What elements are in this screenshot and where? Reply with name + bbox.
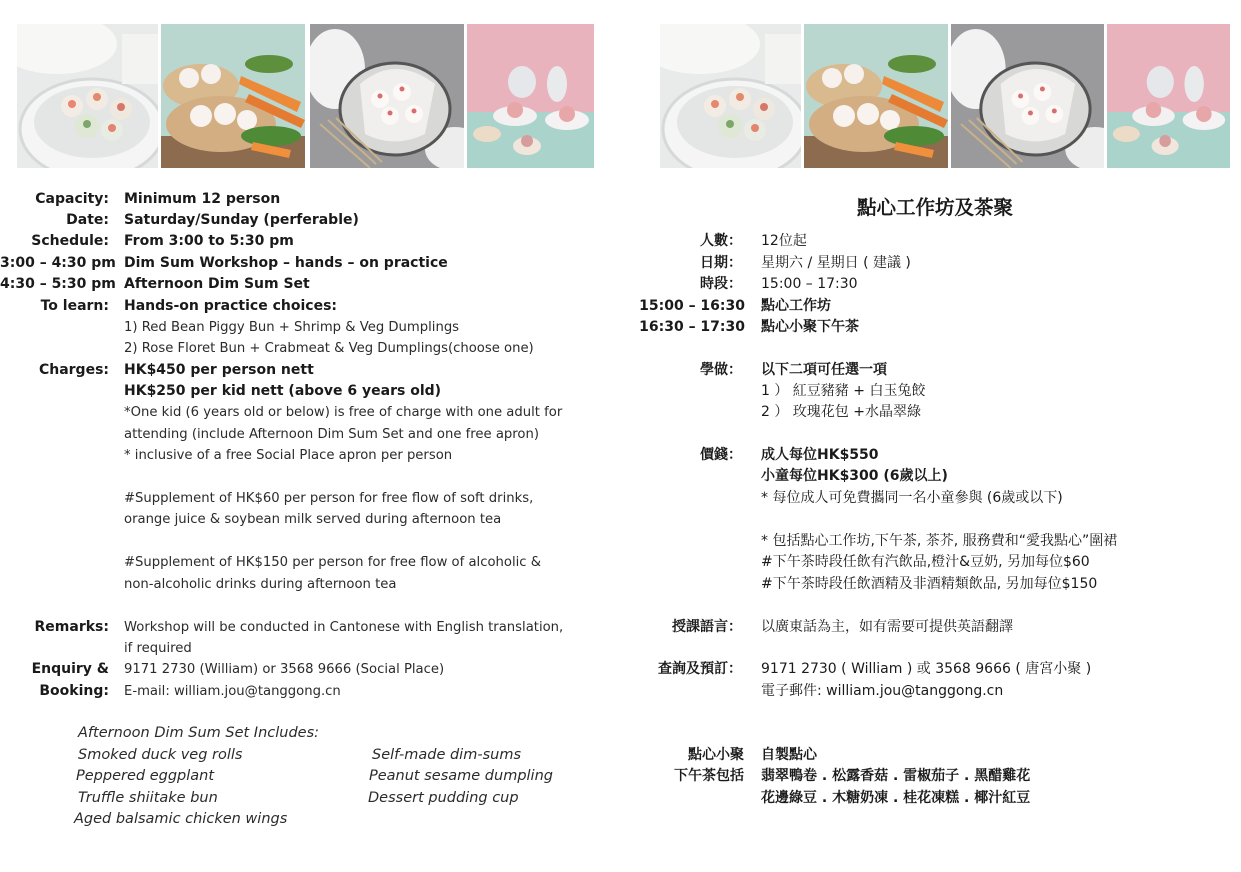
capacity-value: Minimum 12 person xyxy=(124,191,281,207)
inclusion-note: * 包括點心工作坊,下午茶, 茶芥, 服務費和“愛我點心”圍裙 xyxy=(761,533,1118,549)
set-label-2: 下午茶包括 xyxy=(674,768,744,784)
slot1-value: Dim Sum Workshop – hands – on practice xyxy=(124,255,448,271)
charges-note-2: * inclusive of a free Social Place apron per person xyxy=(124,448,453,463)
page-title: 點心工作坊及茶聚 xyxy=(856,196,1013,219)
people-value: 12位起 xyxy=(761,233,807,249)
learn-option-1: 1) Red Bean Piggy Bun + Shrimp & Veg Dumplings xyxy=(124,320,460,335)
piggy-buns-carrots-photo xyxy=(804,24,948,168)
set-line-3: 花邊綠豆 . 木糖奶凍 . 桂花凍糕 . 椰汁紅豆 xyxy=(761,790,1031,806)
slot2-value: 點心小聚下午茶 xyxy=(761,319,859,335)
learn-option-2: 2) Rose Floret Bun + Crabmeat & Veg Dumplings(choose one) xyxy=(124,341,534,356)
charges-note-1b: attending (include Afternoon Dim Sum Set and one free apron) xyxy=(124,427,539,442)
set-item: Peppered eggplant xyxy=(76,768,215,784)
set-item: Self-made dim-sums xyxy=(372,747,521,763)
language-label: 授課語言： xyxy=(672,619,742,635)
set-title: Afternoon Dim Sum Set Includes: xyxy=(78,725,320,741)
slot2-value: Afternoon Dim Sum Set xyxy=(124,276,310,292)
date-label: 日期： xyxy=(700,255,742,271)
learn-value: 以下二項可任選一項 xyxy=(761,362,887,378)
rose-buns-teaset-photo xyxy=(1107,24,1230,168)
booking-label: Booking: xyxy=(39,683,109,699)
people-label: 人數： xyxy=(700,233,742,249)
slot1-time: 15:00 – 16:30 xyxy=(639,298,745,314)
schedule-label: Schedule: xyxy=(31,233,109,249)
slot1-value: 點心工作坊 xyxy=(761,298,831,314)
learn-option-1: 1 ） 紅豆豬豬 + 白玉兔餃 xyxy=(761,383,926,399)
enquiry-phone: 9171 2730 ( William ) 或 3568 9666 ( 唐宮小聚 ) xyxy=(761,661,1092,677)
set-item: Aged balsamic chicken wings xyxy=(74,811,288,827)
slot2-time: 16:30 – 17:30 xyxy=(639,319,745,335)
learn-label: 學做： xyxy=(700,362,742,378)
charges-kid: HK$250 per kid nett (above 6 years old) xyxy=(124,383,442,399)
enquiry-email[interactable]: E-mail: william.jou@tanggong.cn xyxy=(124,684,341,699)
schedule-value: From 3:00 to 5:30 pm xyxy=(124,233,294,249)
supplement-1b: orange juice & soybean milk served during afternoon tea xyxy=(124,512,502,527)
enquiry-label: 查詢及預訂： xyxy=(658,661,742,677)
capacity-label: Capacity: xyxy=(35,191,109,207)
slot1-time: 3:00 – 4:30 pm xyxy=(0,255,116,271)
piggy-buns-carrots-photo xyxy=(161,24,305,168)
learn-value: Hands-on practice choices: xyxy=(124,298,337,314)
enquiry-label: Enquiry & xyxy=(31,661,109,677)
slot2-time: 4:30 – 5:30 pm xyxy=(0,276,116,292)
period-value: 15:00 – 17:30 xyxy=(761,276,858,292)
enquiry-email[interactable]: 電子郵件: william.jou@tanggong.cn xyxy=(761,683,1004,699)
price-label: 價錢： xyxy=(700,447,742,463)
date-value: Saturday/Sunday (perferable) xyxy=(124,212,359,228)
supplement-1: #下午茶時段任飲有汽飲品,橙汁&豆奶, 另加每位$60 xyxy=(761,554,1090,570)
set-item: Peanut sesame dumpling xyxy=(369,768,553,784)
remarks-text-a: Workshop will be conducted in Cantonese with English translation, xyxy=(124,620,564,635)
period-label: 時段： xyxy=(700,276,742,292)
charges-adult: HK$450 per person nett xyxy=(124,362,314,378)
learn-option-2: 2 ） 玫瑰花包 +水晶翠綠 xyxy=(761,404,921,420)
price-note: * 每位成人可免費攜同一名小童參與 (6歲或以下) xyxy=(761,490,1063,506)
remarks-label: Remarks: xyxy=(34,619,109,635)
learn-label: To learn: xyxy=(40,298,109,314)
rose-buns-teaset-photo xyxy=(467,24,594,168)
supplement-2a: #Supplement of HK$150 per person for free flow of alcoholic & xyxy=(124,555,542,570)
set-label: 點心小聚 xyxy=(688,747,744,763)
remarks-text-b: if required xyxy=(124,641,192,656)
enquiry-phone: 9171 2730 (William) or 3568 9666 (Social Place) xyxy=(124,662,445,677)
price-kid: 小童每位HK$300 (6歲以上) xyxy=(761,468,948,484)
steamer-dumplings-photo xyxy=(660,24,801,168)
charges-note-1a: *One kid (6 years old or below) is free of charge with one adult for xyxy=(124,405,563,420)
bunny-buns-basket-photo xyxy=(951,24,1104,168)
supplement-2b: non-alcoholic drinks during afternoon tea xyxy=(124,577,397,592)
date-value: 星期六 / 星期日 ( 建議 ) xyxy=(761,255,911,271)
set-item: Dessert pudding cup xyxy=(368,790,519,806)
set-line-2: 翡翠鴨卷 . 松露香菇 . 雷椒茄子 . 黑醋雞花 xyxy=(761,768,1031,784)
charges-label: Charges: xyxy=(38,362,109,378)
set-item: Truffle shiitake bun xyxy=(78,790,218,806)
supplement-2: #下午茶時段任飲酒精及非酒精類飲品, 另加每位$150 xyxy=(761,576,1098,592)
bunny-buns-basket-photo xyxy=(310,24,464,168)
language-value: 以廣東話為主，如有需要可提供英語翻譯 xyxy=(761,619,1013,635)
set-line-1: 自製點心 xyxy=(761,747,817,763)
steamer-dumplings-photo xyxy=(17,24,158,168)
supplement-1a: #Supplement of HK$60 per person for free flow of soft drinks, xyxy=(124,491,534,506)
price-adult: 成人每位HK$550 xyxy=(761,447,879,463)
date-label: Date: xyxy=(66,212,109,228)
set-item: Smoked duck veg rolls xyxy=(78,747,243,763)
